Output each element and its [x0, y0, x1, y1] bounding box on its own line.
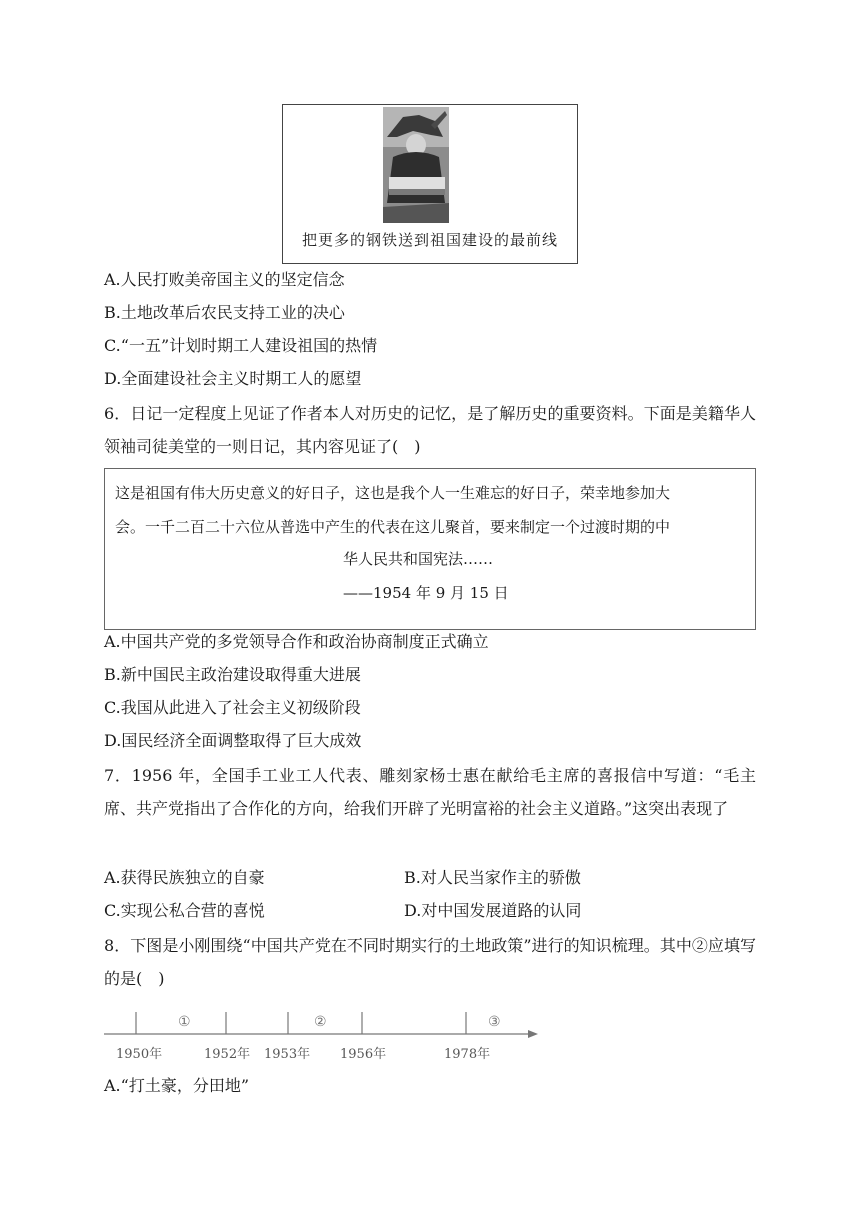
timeline-year-1978: 1978年	[444, 1047, 491, 1062]
quote-line-1: 这是祖国有伟大历史意义的好日子，这也是我个人一生难忘的好日子，荣幸地参加大	[115, 484, 671, 502]
land-policy-timeline	[104, 1004, 540, 1064]
q5-option-a: A.人民打败美帝国主义的坚定信念	[104, 270, 345, 289]
quote-line-2: 会。一千二百二十六位从普选中产生的代表在这儿聚首，要来制定一个过渡时期的中	[115, 518, 671, 536]
q7-option-d: D.对中国发展道路的认同	[404, 901, 582, 920]
q6-stem: 6．日记一定程度上见证了作者本人对历史的记忆，是了解历史的重要资料。下面是美籍华人领袖司徒美堂的一则日记，其内容见证了( )	[104, 404, 756, 456]
q8-stem: 8．下图是小刚围绕“中国共产党在不同时期实行的土地政策”进行的知识梳理。其中②应填写的是( )	[104, 936, 756, 988]
q6-option-a: A.中国共产党的多党领导合作和政治协商制度正式确立	[104, 632, 489, 651]
q7-option-c: C.实现公私合营的喜悦	[104, 901, 265, 920]
q5-option-c: C.“一五”计划时期工人建设祖国的热情	[104, 336, 378, 355]
q7-option-a: A.获得民族独立的自豪	[104, 868, 265, 887]
q6-option-d: D.国民经济全面调整取得了巨大成效	[104, 731, 362, 750]
timeline-mark-1: ①	[178, 1014, 191, 1030]
q6-option-b: B.新中国民主政治建设取得重大进展	[104, 665, 361, 684]
timeline-year-1950: 1950年	[116, 1047, 163, 1062]
q6-option-c: C.我国从此进入了社会主义初级阶段	[104, 698, 361, 717]
poster-figure	[282, 104, 578, 264]
quote-date: ——1954 年 9 月 15 日	[343, 584, 509, 602]
timeline-svg	[104, 1004, 540, 1064]
quote-line-3: 华人民共和国宪法……	[343, 550, 494, 568]
diary-quote-box	[104, 468, 756, 630]
q8-option-a: A.“打土豪，分田地”	[104, 1076, 250, 1095]
q5-option-d: D.全面建设社会主义时期工人的愿望	[104, 369, 362, 388]
timeline-year-1953: 1953年	[264, 1047, 311, 1062]
q5-option-b: B.土地改革后农民支持工业的决心	[104, 303, 345, 322]
q7-option-b: B.对人民当家作主的骄傲	[404, 868, 581, 887]
timeline-mark-2: ②	[314, 1014, 327, 1030]
poster-image	[383, 107, 449, 223]
q7-stem: 7．1956 年，全国手工业工人代表、雕刻家杨士惠在献给毛主席的喜报信中写道：“毛主席、共产党指出了合作化的方向，给我们开辟了光明富裕的社会主义道路。”这突出表现了	[104, 766, 756, 818]
timeline-year-1952: 1952年	[204, 1047, 251, 1062]
poster-caption: 把更多的钢铁送到祖国建设的最前线	[301, 231, 558, 249]
timeline-mark-3: ③	[488, 1014, 501, 1030]
timeline-year-1956: 1956年	[340, 1047, 387, 1062]
